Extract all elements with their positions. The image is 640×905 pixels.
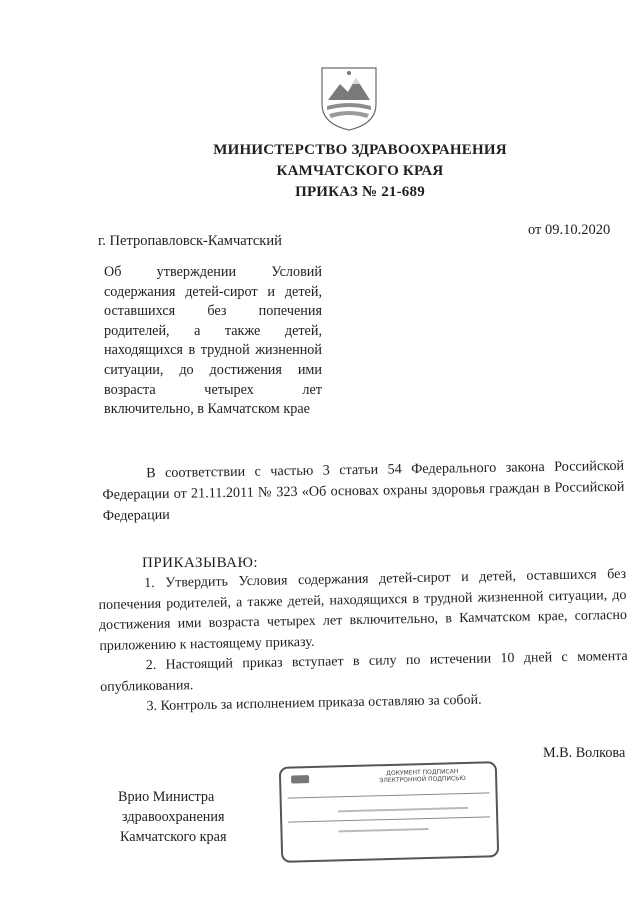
stamp-text-smudge — [338, 807, 468, 812]
stamp-title — [379, 768, 466, 784]
order-number: ПРИКАЗ № 21-689 — [295, 184, 425, 200]
city: г. Петропавловск-Камчатский — [98, 233, 282, 249]
order-items — [98, 565, 629, 719]
stamp-title-line: ДОКУМЕНТ ПОДПИСАН — [386, 768, 459, 778]
signer-line: Камчатского края — [120, 829, 227, 845]
coat-of-arms-icon — [318, 64, 380, 132]
stamp-logo-icon — [291, 775, 309, 785]
stamp-divider — [288, 792, 490, 798]
stamp-title-line: ЭЛЕКТРОННОЙ ПОДПИСЬЮ — [379, 774, 466, 785]
signer-name: М.В. Волкова — [543, 745, 626, 761]
order-word: ПРИКАЗЫВАЮ: — [142, 555, 259, 571]
electronic-signature-stamp — [279, 761, 499, 863]
ministry-title: МИНИСТЕРСТВО ЗДРАВООХРАНЕНИЯ — [213, 142, 507, 158]
stamp-text-smudge — [338, 828, 428, 832]
order-item: 2. Настоящий приказ вступает в силу по истечении 10 дней с момента опубликования. — [100, 648, 628, 695]
order-subject: Об утверждении Условий содержания детей-сирот и детей, оставшихся без попечения родителей, а также детей, находящихся в трудной жизненной ситуации, до достижения ими возраста четырех лет включительно, в Камчатском крае — [104, 264, 322, 418]
order-item: 1. Утвердить Условия содержания детей-сирот и детей, оставшихся без попечения родителей, а также детей, находящихся в трудной жизненной ситуации, до достижения ими возраста четырех лет включительно, в Камчатском крае, согласно приложению к настоящему приказу. — [98, 566, 628, 654]
signer-position — [118, 787, 226, 847]
preamble: В соответствии с частью 3 статьи 54 Федерального закона Российской Федерации от 21.11.2011 № 323 «Об основах охраны здоровья граждан в Российской Федерации — [102, 457, 625, 524]
order-item: 3. Контроль за исполнением приказа оставляю за собой. — [146, 692, 482, 715]
stamp-divider — [288, 816, 490, 822]
region-title: КАМЧАТСКОГО КРАЯ — [276, 163, 444, 179]
signer-line: здравоохранения — [122, 809, 225, 825]
order-date: от 09.10.2020 — [528, 222, 611, 238]
signer-line: Врио Министра — [118, 789, 215, 805]
